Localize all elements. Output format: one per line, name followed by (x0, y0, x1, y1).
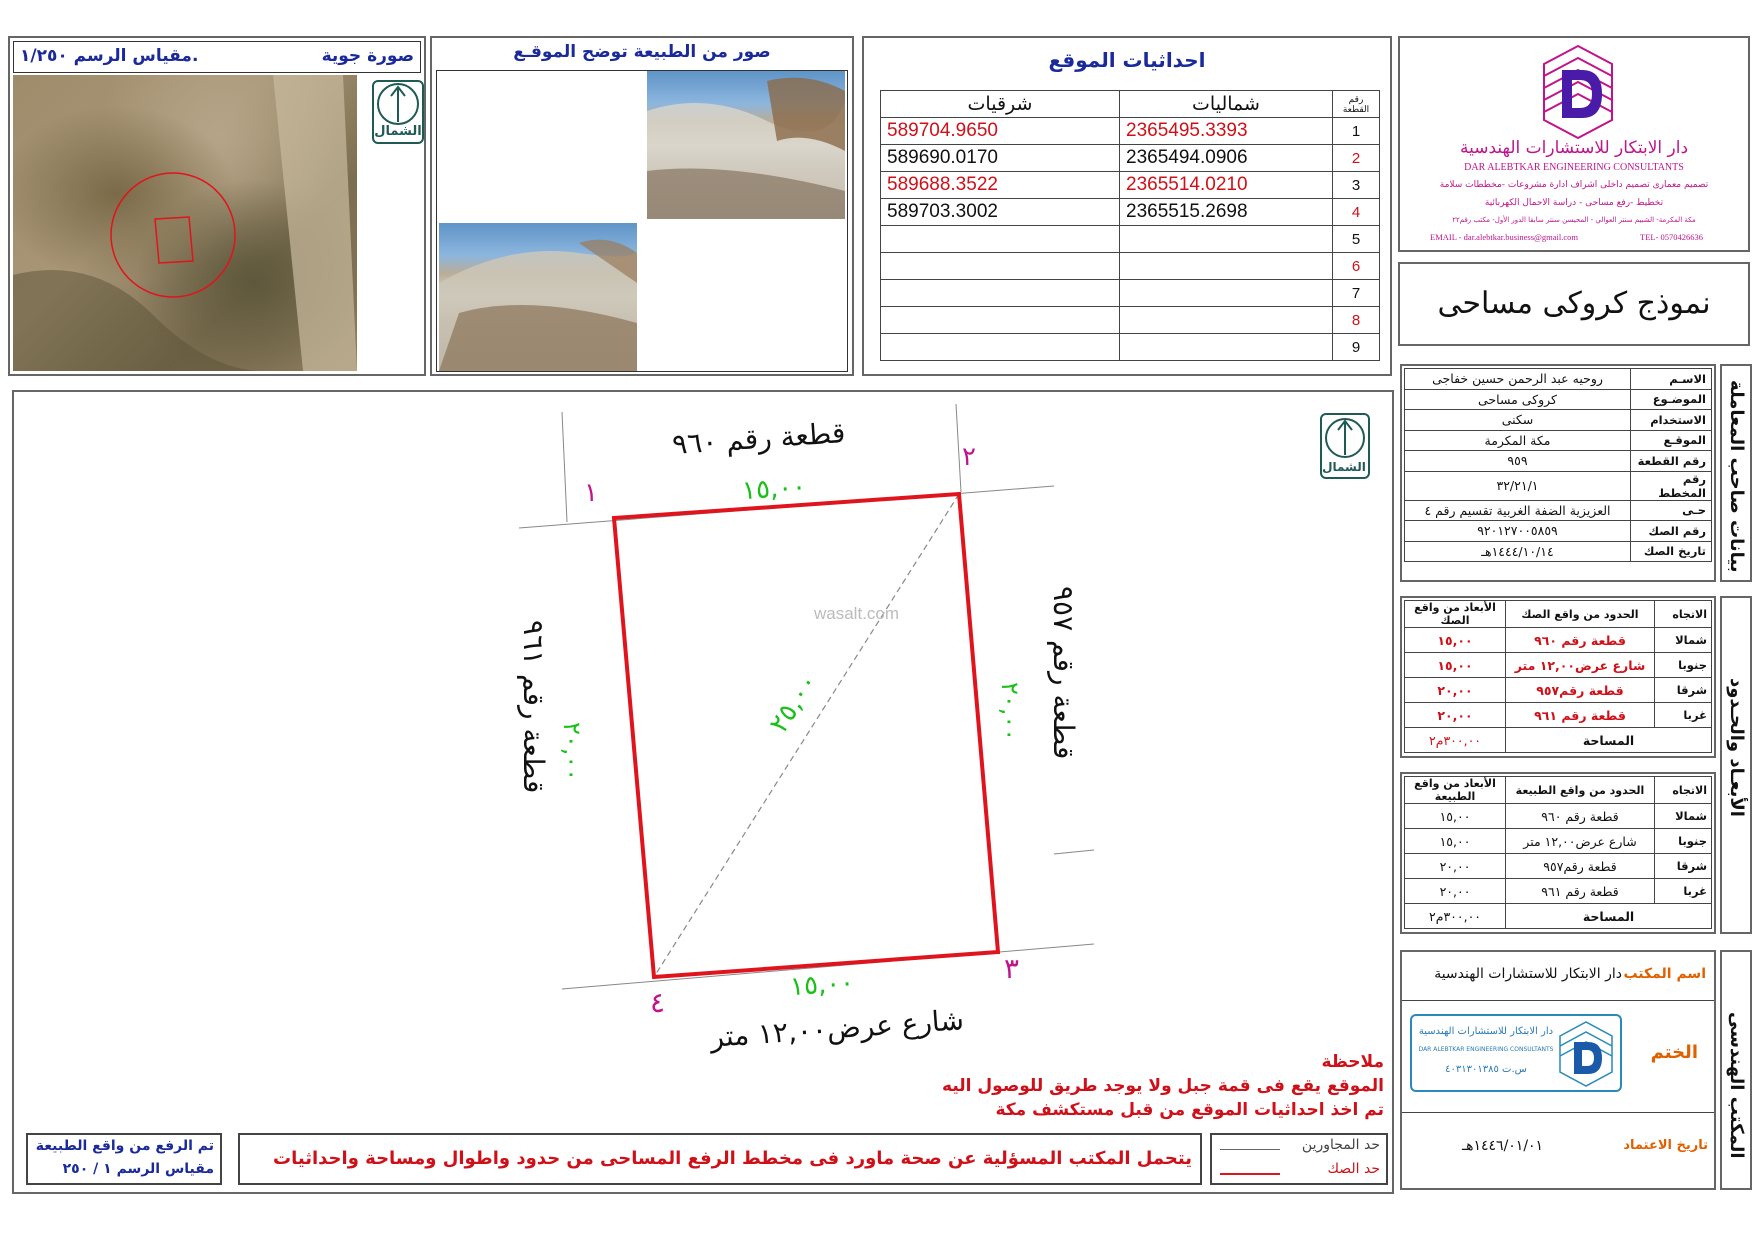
owner-panel (1400, 364, 1716, 582)
aerial-panel (8, 36, 426, 376)
coordinates-col-east: شرقيات (881, 91, 1120, 118)
company-name-ar: دار الابتكار للاستشارات الهندسية (1459, 138, 1689, 158)
owner-row (1405, 521, 1712, 542)
owner-field-label: حـى (1631, 500, 1712, 521)
dims-deed-row (1405, 703, 1712, 728)
dims-nature-length: ٢٠,٠٠ (1405, 879, 1506, 904)
coordinates-row (881, 253, 1380, 280)
owner-field-value: ٣٢/٢١/١ (1405, 471, 1631, 500)
aerial-image (13, 75, 357, 371)
company-phone: TEL- 0570426636 (1640, 232, 1704, 242)
legend-deed-label: حد الصك (1327, 1161, 1380, 1177)
dims-nature-row (1405, 879, 1712, 904)
owner-field-label: الموقـع (1631, 430, 1712, 451)
dims-nature-panel (1400, 772, 1716, 934)
dims-deed-length: ٢٠,٠٠ (1405, 678, 1506, 703)
disclaimer-box (238, 1133, 1202, 1185)
coordinates-row (881, 145, 1380, 172)
office-name-value: دار الابتكار للاستشارات الهندسية (1434, 966, 1622, 982)
dims-nature-row (1405, 854, 1712, 879)
dims-side-panel (1720, 596, 1752, 934)
dims-nature-length: ٢٠,٠٠ (1405, 854, 1506, 879)
notes-line-2: تم اخذ احداثيات الموقع من قبل مستكشف مكة (995, 1100, 1384, 1120)
dims-nature-direction: جنوبا (1655, 829, 1712, 854)
photos-frame (436, 70, 848, 372)
owner-field-label: الموضـوع (1631, 389, 1712, 410)
company-panel (1398, 36, 1750, 252)
dims-nature-border: شارع عرض١٢,٠٠ متر (1506, 829, 1655, 854)
owner-field-label: الاستخدام (1631, 410, 1712, 431)
owner-field-value: ٩٢٠١٢٧٠٠٥٨٥٩ (1405, 521, 1631, 542)
owner-side-panel (1720, 364, 1752, 582)
photos-panel (430, 36, 854, 376)
coordinates-row (881, 307, 1380, 334)
dims-nature-h-dir: الاتجاه (1655, 777, 1712, 804)
coordinates-point-no: 7 (1333, 280, 1380, 307)
owner-field-label: رقم الصك (1631, 521, 1712, 542)
legend-deed-line (1220, 1173, 1280, 1175)
sketch-drawing (14, 392, 1392, 1192)
dims-nature-border: قطعة رقم ٩٦١ (1506, 879, 1655, 904)
dims-side-label: الأبعـاد والحـدود (1726, 678, 1747, 817)
coordinates-point-no: 6 (1333, 253, 1380, 280)
dims-nature-length: ١٥,٠٠ (1405, 829, 1506, 854)
coordinates-table (880, 90, 1380, 361)
form-title-panel (1398, 262, 1750, 346)
corner-3-label: ٣ (1004, 952, 1020, 985)
owner-row (1405, 430, 1712, 451)
office-stamp-row (1402, 1000, 1714, 1113)
owner-row (1405, 471, 1712, 500)
owner-field-value: ٩٥٩ (1405, 451, 1631, 472)
coordinates-east-value (881, 226, 1120, 253)
dims-nature-h-len: الأبعاد من واقع الطبيعة (1405, 777, 1506, 804)
coordinates-col-north: شماليات (1120, 91, 1333, 118)
aerial-plot-marker (155, 217, 193, 263)
legend-neighbors-line (1220, 1149, 1280, 1150)
dims-deed-row (1405, 653, 1712, 678)
neighbor-north: قطعة رقم ٩٦٠ (671, 415, 847, 462)
owner-field-value: كروكى مساحى (1405, 389, 1631, 410)
office-side-panel (1720, 950, 1752, 1190)
coordinates-point-no: 8 (1333, 307, 1380, 334)
dims-deed-direction: شمالا (1655, 628, 1712, 653)
aerial-title: صورة جوية (321, 46, 414, 66)
coordinates-north-value: 2365515.2698 (1120, 199, 1333, 226)
owner-field-value: مكة المكرمة (1405, 430, 1631, 451)
dims-deed-panel (1400, 596, 1716, 758)
coordinates-row (881, 334, 1380, 361)
aerial-header (13, 41, 421, 73)
company-email: EMAIL - dar.alebtkar.business@gmail.com (1430, 232, 1578, 242)
neighbor-west: قطعة رقم ٩٦١ (517, 620, 550, 794)
coordinates-east-value: 589690.0170 (881, 145, 1120, 172)
neighbor-east: قطعة رقم ٩٥٧ (1047, 586, 1080, 760)
owner-field-label: رقم القطعة (1631, 451, 1712, 472)
dims-nature-direction: شرقا (1655, 854, 1712, 879)
top-length: ١٥,٠٠ (741, 471, 808, 507)
form-title: نموذج كروكى مساحى (1437, 286, 1711, 321)
photos-title: صور من الطبيعة توضح الموقـع (513, 42, 771, 62)
sketch-panel (12, 390, 1394, 1194)
office-side-label: المكتب الهندسى (1726, 1012, 1747, 1159)
dims-deed-area-label: المساحة (1506, 728, 1712, 753)
bottom-length: ١٥,٠٠ (789, 967, 856, 1003)
dims-deed-border: قطعة رقم٩٥٧ (1506, 678, 1655, 703)
coordinates-north-value: 2365494.0906 (1120, 145, 1333, 172)
dims-deed-area-row (1405, 728, 1712, 753)
dims-deed-h-len: الأبعاد من واقع الصك (1405, 601, 1506, 628)
left-length: ٢٠,٠٠ (558, 722, 586, 782)
owner-field-value: العزيزية الضفة الغربية تقسيم رقم ٤ (1405, 500, 1631, 521)
corner-4-label: ٤ (650, 986, 666, 1019)
legend-box (1210, 1133, 1388, 1185)
owner-row (1405, 541, 1712, 562)
plot-diagonal (654, 494, 959, 977)
dims-nature-row (1405, 804, 1712, 829)
dims-deed-row (1405, 678, 1712, 703)
coordinates-point-no: 1 (1333, 118, 1380, 145)
dims-deed-direction: غربا (1655, 703, 1712, 728)
coordinates-point-no: 5 (1333, 226, 1380, 253)
dims-nature-area-row (1405, 904, 1712, 929)
coordinates-row (881, 226, 1380, 253)
office-panel (1400, 950, 1716, 1190)
coordinates-point-no: 3 (1333, 172, 1380, 199)
notes-title: ملاحظة (1321, 1052, 1384, 1072)
dims-deed-h-dir: الاتجاه (1655, 601, 1712, 628)
coordinates-north-value (1120, 307, 1333, 334)
nature-photo-2 (439, 223, 637, 371)
corner-1-label: ١ (584, 478, 598, 508)
coordinates-point-no: 9 (1333, 334, 1380, 361)
nature-photo-1 (647, 71, 845, 219)
aerial-scale: مقياس الرسم ١/٢٥٠. (20, 46, 199, 66)
dims-deed-table (1404, 600, 1712, 753)
dims-nature-header (1405, 777, 1712, 804)
company-services-2: تخطيط -رفع مساحى - دراسة الاحمال الكهربائية (1484, 198, 1664, 208)
coordinates-north-value: 2365514.0210 (1120, 172, 1333, 199)
sketch-north-label: الشمال (1322, 460, 1366, 474)
dims-deed-header (1405, 601, 1712, 628)
coordinates-north-value (1120, 253, 1333, 280)
company-address: مكة المكرمة- الشبيم سنتر العوالي - المحيسن سنتر سابقا الدور الأول- مكتب رقم٢٢ (1452, 216, 1696, 224)
dims-deed-direction: جنوبا (1655, 653, 1712, 678)
owner-field-label: تاريخ الصك (1631, 541, 1712, 562)
coordinates-panel (862, 36, 1392, 376)
dims-deed-border: قطعة رقم ٩٦١ (1506, 703, 1655, 728)
company-services-1: تصميم معمارى تصميم داخلى اشراف ادارة مشروعات -مخططات سلامة (1439, 180, 1709, 190)
dims-deed-area-value: ٣٠٠,٠٠م٢ (1405, 728, 1506, 753)
office-name-row (1402, 952, 1714, 1001)
coordinates-east-value (881, 334, 1120, 361)
coordinates-col-no: رقم القطعة (1333, 91, 1380, 118)
dims-deed-length: ٢٠,٠٠ (1405, 703, 1506, 728)
owner-field-value: ١٤٤٤/١٠/١٤هـ (1405, 541, 1631, 562)
coordinates-east-value: 589688.3522 (881, 172, 1120, 199)
coordinates-north-value (1120, 334, 1333, 361)
aerial-location-circle (111, 173, 235, 297)
owner-side-label: بيانات صاحب المعاملة (1726, 380, 1747, 573)
coordinates-north-value: 2365495.3393 (1120, 118, 1333, 145)
dims-deed-direction: شرقا (1655, 678, 1712, 703)
dims-nature-direction: غربا (1655, 879, 1712, 904)
watermark: wasalt.com (814, 604, 900, 623)
dims-nature-direction: شمالا (1655, 804, 1712, 829)
coordinates-east-value (881, 253, 1120, 280)
office-stamp-label: الختم (1650, 1042, 1698, 1063)
diagonal-length: ٢٥,٠٠ (764, 668, 825, 739)
owner-field-value: روحيه عبد الرحمن حسين خفاجى (1405, 369, 1631, 390)
office-name-label: اسم المكتب (1623, 966, 1706, 982)
owner-field-label: رقم المخطط (1631, 471, 1712, 500)
coordinates-east-value: 589703.3002 (881, 199, 1120, 226)
company-logo (1538, 42, 1618, 140)
aerial-north-label: الشمال (374, 124, 422, 139)
coordinates-north-value (1120, 226, 1333, 253)
office-stamp-en: DAR ALEBTKAR ENGINEERING CONSULTANTS (1418, 1046, 1554, 1053)
survey-line-1: تم الرفع من واقع الطبيعة (35, 1138, 214, 1154)
office-date-value: ١٤٤٦/٠١/٠١هـ (1462, 1138, 1544, 1154)
neighbor-south-street: شارع عرض١٢,٠٠ متر (709, 1003, 965, 1054)
owner-row (1405, 369, 1712, 390)
dims-nature-table (1404, 776, 1712, 929)
owner-field-value: سكنى (1405, 410, 1631, 431)
office-date-label: تاريخ الاعتماد (1623, 1138, 1708, 1153)
office-stamp-cr: س.ت ٤٠٣١٣٠١٣٨٥ (1445, 1064, 1527, 1075)
coordinates-row (881, 172, 1380, 199)
coordinates-north-value (1120, 280, 1333, 307)
aerial-north-arrow (372, 80, 424, 144)
coordinates-row (881, 280, 1380, 307)
owner-field-label: الاسـم (1631, 369, 1712, 390)
coordinates-east-value (881, 280, 1120, 307)
coordinates-east-value: 589704.9650 (881, 118, 1120, 145)
dims-nature-border: قطعة رقم٩٥٧ (1506, 854, 1655, 879)
corner-2-label: ٢ (962, 442, 976, 472)
coordinates-row (881, 199, 1380, 226)
dims-nature-length: ١٥,٠٠ (1405, 804, 1506, 829)
dims-deed-h-border: الحدود من واقع الصك (1506, 601, 1655, 628)
owner-row (1405, 500, 1712, 521)
coordinates-row (881, 118, 1380, 145)
dims-nature-h-border: الحدود من واقع الطبيعة (1506, 777, 1655, 804)
coordinates-header-row (881, 91, 1380, 118)
dims-nature-border: قطعة رقم ٩٦٠ (1506, 804, 1655, 829)
owner-row (1405, 410, 1712, 431)
owner-table (1404, 368, 1712, 562)
dims-deed-length: ١٥,٠٠ (1405, 653, 1506, 678)
dims-deed-row (1405, 628, 1712, 653)
disclaimer-text: يتحمل المكتب المسؤلية عن صحة ماورد فى مخطط الرفع المساحى من حدود واطوال ومساحة واحداثيات (273, 1148, 1192, 1169)
legend-neighbors-label: حد المجاورين (1301, 1137, 1380, 1153)
dims-deed-border: شارع عرض١٢,٠٠ متر (1506, 653, 1655, 678)
survey-box (26, 1133, 222, 1185)
coordinates-point-no: 2 (1333, 145, 1380, 172)
dims-nature-area-label: المساحة (1506, 904, 1712, 929)
owner-row (1405, 389, 1712, 410)
notes-line-1: الموقع يقع فى قمة جبل ولا يوجد طريق للوصول اليه (942, 1076, 1384, 1096)
dims-nature-row (1405, 829, 1712, 854)
dims-deed-length: ١٥,٠٠ (1405, 628, 1506, 653)
office-stamp (1410, 1014, 1622, 1092)
office-date-row (1402, 1112, 1714, 1188)
owner-row (1405, 451, 1712, 472)
coordinates-east-value (881, 307, 1120, 334)
company-name-en: DAR ALEBTKAR ENGINEERING CONSULTANTS (1464, 162, 1684, 173)
coordinates-title: احداثيات الموقع (1048, 48, 1206, 72)
dims-deed-border: قطعة رقم ٩٦٠ (1506, 628, 1655, 653)
dims-nature-area-value: ٣٠٠,٠٠م٢ (1405, 904, 1506, 929)
coordinates-point-no: 4 (1333, 199, 1380, 226)
office-stamp-name: دار الابتكار للاستشارات الهندسية (1418, 1026, 1554, 1037)
right-length: ٢٠,٠٠ (996, 682, 1024, 742)
survey-line-2: مقياس الرسم ١ / ٢٥٠ (62, 1161, 214, 1177)
